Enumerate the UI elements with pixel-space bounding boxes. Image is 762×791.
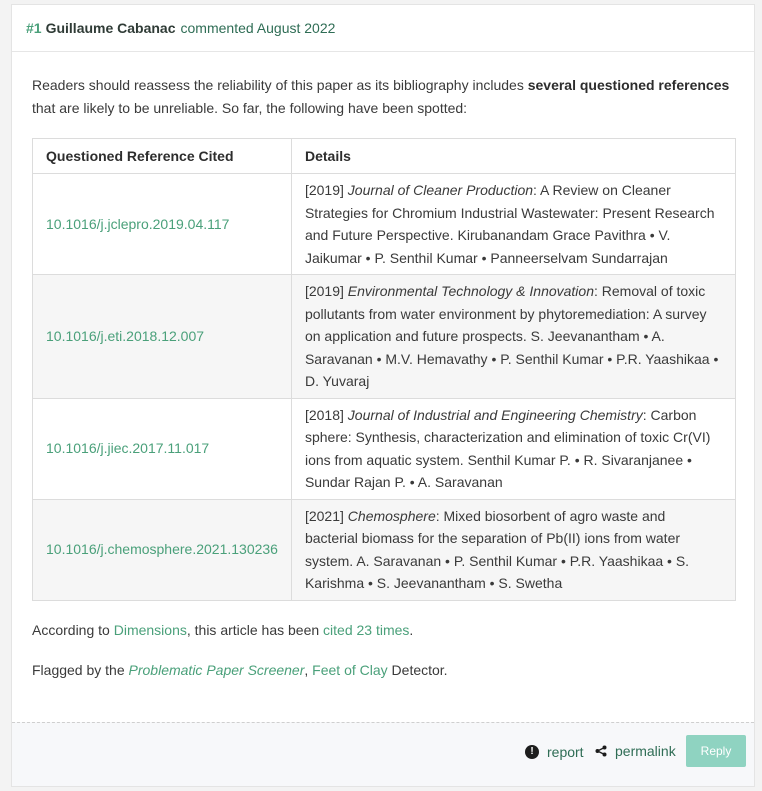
flagged-paragraph bbox=[32, 659, 734, 682]
ref-details: : Removal of toxic pollutants from water environment by phytoremediation: A survey on application and future prospects. S. Jeevanantham • A. Saravanan • M.V. Hemavathy • P. Senthil Kumar • P.R. Yaashikaa • D. Yuvaraj bbox=[304, 283, 719, 389]
comment-meta: commented August 2022 bbox=[180, 20, 336, 36]
table-header-row bbox=[33, 139, 736, 174]
cited-times-link[interactable]: cited 23 times bbox=[323, 621, 410, 638]
feet-of-clay-link[interactable]: Feet of Clay bbox=[312, 661, 388, 678]
ref-details: : Carbon sphere: Synthesis, characterization and elimination of toxic Cr(VI) ions from aquatic system. Senthil Kumar P. • R. Sivaranjanee • Sundar Rajan P. • A. Saravanan bbox=[304, 406, 711, 490]
doi-link[interactable]: 10.1016/j.jiec.2017.11.017 bbox=[46, 440, 210, 457]
ref-year: [2019] bbox=[304, 283, 348, 299]
problematic-paper-screener-link[interactable]: Problematic Paper Screener bbox=[128, 661, 305, 678]
doi-cell bbox=[33, 275, 292, 399]
table-row bbox=[33, 398, 736, 499]
doi-cell bbox=[33, 398, 292, 499]
table-row bbox=[33, 499, 736, 600]
flagged-suffix: Detector. bbox=[387, 661, 448, 678]
permalink-label: permalink bbox=[615, 743, 676, 759]
doi-link[interactable]: 10.1016/j.chemosphere.2021.130236 bbox=[46, 541, 278, 558]
intro-text-after: that are likely to be unreliable. So far, the following have been spotted: bbox=[32, 100, 468, 116]
permalink-link[interactable] bbox=[595, 743, 676, 759]
table-row bbox=[33, 174, 736, 275]
comment-header bbox=[12, 5, 754, 52]
citations-suffix: . bbox=[409, 621, 414, 638]
ref-year: [2021] bbox=[304, 507, 348, 524]
flagged-prefix: Flagged by the bbox=[32, 661, 129, 678]
citations-middle: , this article has been bbox=[186, 621, 324, 638]
ref-details: : A Review on Cleaner Strategies for Chromium Industrial Wastewater: Present Research and Future Perspective. Kirubanandam Grace Pavithra • V. Jaikumar • P. Senthil Kumar • Panneerselvam Sundarrajan bbox=[304, 182, 715, 266]
intro-bold: several questioned references bbox=[527, 77, 730, 93]
ref-journal: Chemosphere bbox=[347, 507, 436, 524]
citations-paragraph bbox=[32, 619, 734, 642]
doi-link[interactable]: 10.1016/j.jclepro.2019.04.117 bbox=[46, 215, 230, 232]
column-header-details: Details bbox=[291, 139, 735, 174]
alert-icon: ! bbox=[525, 745, 539, 759]
doi-cell bbox=[33, 499, 292, 600]
ref-journal: Journal of Industrial and Engineering Chemistry bbox=[347, 406, 643, 423]
doi-link[interactable]: 10.1016/j.eti.2018.12.007 bbox=[46, 328, 205, 344]
reply-button[interactable]: Reply bbox=[686, 735, 746, 767]
doi-cell bbox=[33, 174, 292, 275]
details-cell bbox=[291, 275, 735, 399]
details-cell bbox=[291, 398, 735, 499]
ref-journal: Journal of Cleaner Production bbox=[347, 182, 534, 198]
details-cell bbox=[291, 499, 735, 600]
dimensions-link[interactable]: Dimensions bbox=[113, 621, 187, 638]
ref-details: : Mixed biosorbent of agro waste and bacterial biomass for the separation of Pb(II) ions from water system. A. Saravanan • P. Senthil Kumar • P.R. Yaashikaa • S. Karishma • S. Jeevanantham • S. Swetha bbox=[304, 507, 690, 591]
citations-prefix: According to bbox=[32, 621, 114, 638]
ref-year: [2018] bbox=[304, 406, 348, 423]
ref-journal: Environmental Technology & Innovation bbox=[347, 283, 594, 299]
comment-footer bbox=[12, 722, 754, 786]
report-label: report bbox=[547, 744, 584, 760]
comment-number-link[interactable]: #1 bbox=[26, 20, 42, 36]
comment-card bbox=[11, 4, 755, 787]
details-cell bbox=[291, 174, 735, 275]
table-row bbox=[33, 275, 736, 399]
flagged-separator: , bbox=[304, 661, 313, 678]
intro-text-before: Readers should reassess the reliability of this paper as its bibliography includes bbox=[32, 77, 528, 93]
column-header-reference: Questioned Reference Cited bbox=[33, 139, 292, 174]
comment-author: Guillaume Cabanac bbox=[45, 20, 176, 36]
report-link[interactable] bbox=[525, 744, 584, 760]
share-icon bbox=[595, 745, 607, 757]
intro-paragraph bbox=[32, 74, 734, 120]
comment-body bbox=[12, 52, 754, 682]
ref-year: [2019] bbox=[304, 182, 348, 198]
questioned-references-table bbox=[32, 138, 736, 601]
